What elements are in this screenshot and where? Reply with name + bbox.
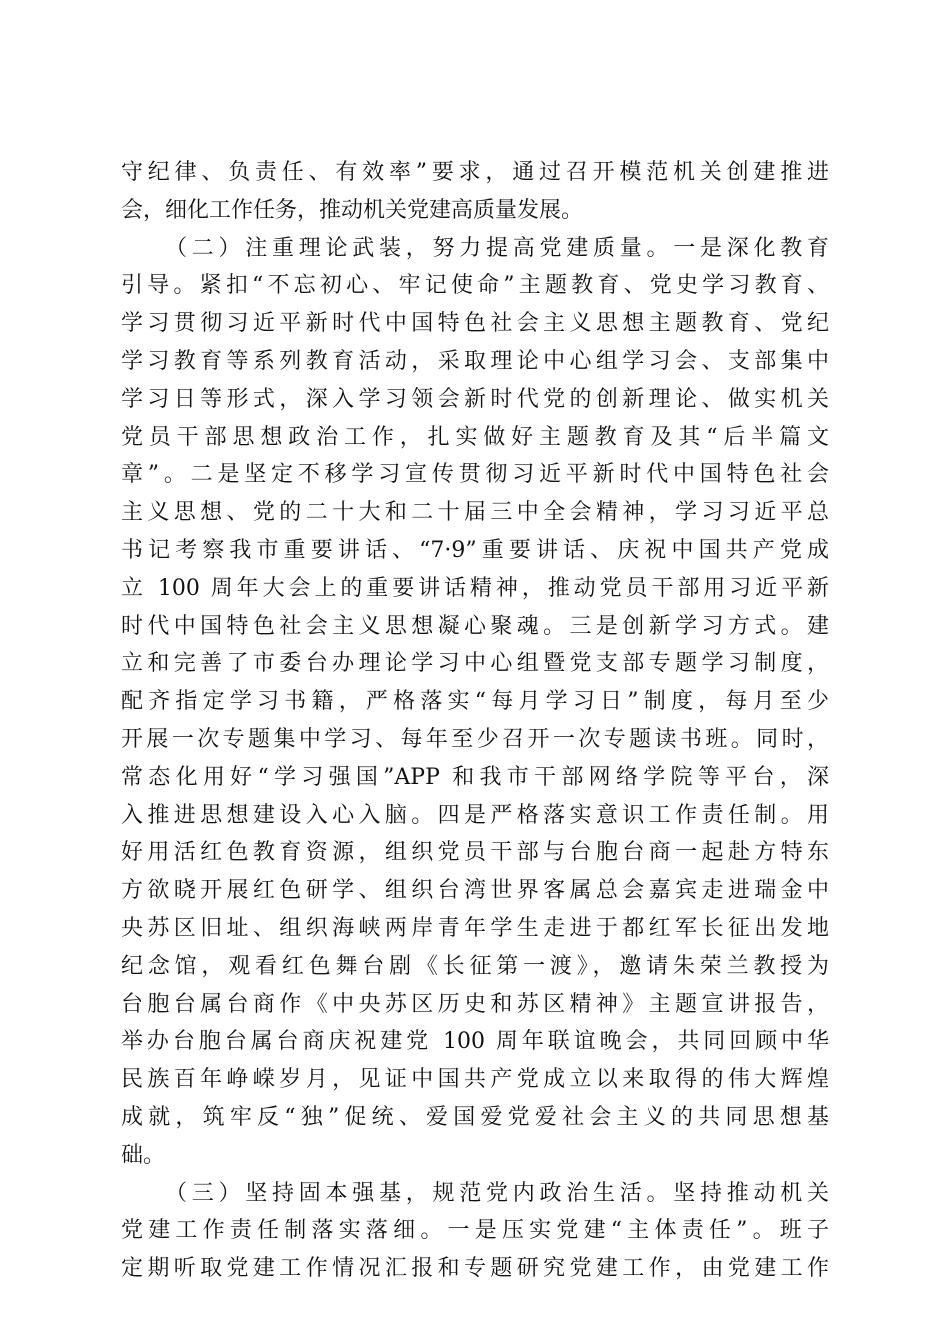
paragraph-heading-line: （二）注重理论武装，努力提高党建质量。一是深化教育 <box>165 235 829 261</box>
text-line: 台胞台属台商作《中央苏区历史和苏区精神》主题宣讲报告， <box>121 991 829 1017</box>
text-line: 入推进思想建设入心入脑。四是严格落实意识工作责任制。用 <box>121 802 829 828</box>
text-line: 好用活红色教育资源，组织党员干部与台胞台商一起赴方特东 <box>121 840 829 866</box>
text-line: 主义思想、党的二十大和二十届三中全会精神，学习习近平总 <box>121 500 829 526</box>
text-line: 会，细化工作任务，推动机关党建高质量发展。 <box>121 197 584 223</box>
text-line: 础。 <box>121 1142 166 1168</box>
text-line: 成就，筑牢反“独”促统、爱国爱党爱社会主义的共同思想基 <box>121 1104 829 1130</box>
text-line: 央苏区旧址、组织海峡两岸青年学生走进于都红军长征出发地 <box>121 915 829 941</box>
text-line: 党建工作责任制落实落细。一是压实党建“主体责任”。班子 <box>121 1218 829 1244</box>
text-line: 常态化用好“学习强国”APP 和我市干部网络学院等平台，深 <box>121 764 829 790</box>
document-body <box>121 154 829 1288</box>
text-line: 民族百年峥嵘岁月，见证中国共产党成立以来取得的伟大辉煌 <box>121 1067 829 1093</box>
text-line: 定期听取党建工作情况汇报和专题研究党建工作，由党建工作 <box>121 1256 829 1282</box>
text-line: 引导。紧扣“不忘初心、牢记使命”主题教育、党史学习教育、 <box>121 273 829 299</box>
text-line: 立 100 周年大会上的重要讲话精神，推动党员干部用习近平新 <box>121 575 829 601</box>
text-line: 举办台胞台属台商庆祝建党 100 周年联谊晚会，共同回顾中华 <box>121 1029 829 1055</box>
text-line: 立和完善了市委台办理论学习中心组暨党支部专题学习制度， <box>121 651 829 677</box>
text-line: 学习贯彻习近平新时代中国特色社会主义思想主题教育、党纪 <box>121 311 829 337</box>
text-line: 方欲晓开展红色研学、组织台湾世界客属总会嘉宾走进瑞金中 <box>121 878 829 904</box>
text-line: 党员干部思想政治工作，扎实做好主题教育及其“后半篇文 <box>121 424 829 450</box>
text-line: 开展一次专题集中学习、每年至少召开一次专题读书班。同时， <box>121 726 829 752</box>
text-line: 书记考察我市重要讲话、“7·9”重要讲话、庆祝中国共产党成 <box>121 537 829 563</box>
text-line: 学习教育等系列教育活动，采取理论中心组学习会、支部集中 <box>121 348 829 374</box>
text-line: 时代中国特色社会主义思想凝心聚魂。三是创新学习方式。建 <box>121 613 829 639</box>
text-line: 学习日等形式，深入学习领会新时代党的创新理论、做实机关 <box>121 386 829 412</box>
paragraph-heading-line: （三）坚持固本强基，规范党内政治生活。坚持推动机关 <box>165 1180 829 1206</box>
text-line: 守纪律、负责任、有效率”要求，通过召开模范机关创建推进 <box>121 160 829 185</box>
text-line: 纪念馆，观看红色舞台剧《长征第一渡》，邀请朱荣兰教授为 <box>121 953 829 979</box>
text-line: 章”。二是坚定不移学习宣传贯彻习近平新时代中国特色社会 <box>121 462 829 488</box>
text-line: 配齐指定学习书籍，严格落实“每月学习日”制度，每月至少 <box>121 689 829 715</box>
